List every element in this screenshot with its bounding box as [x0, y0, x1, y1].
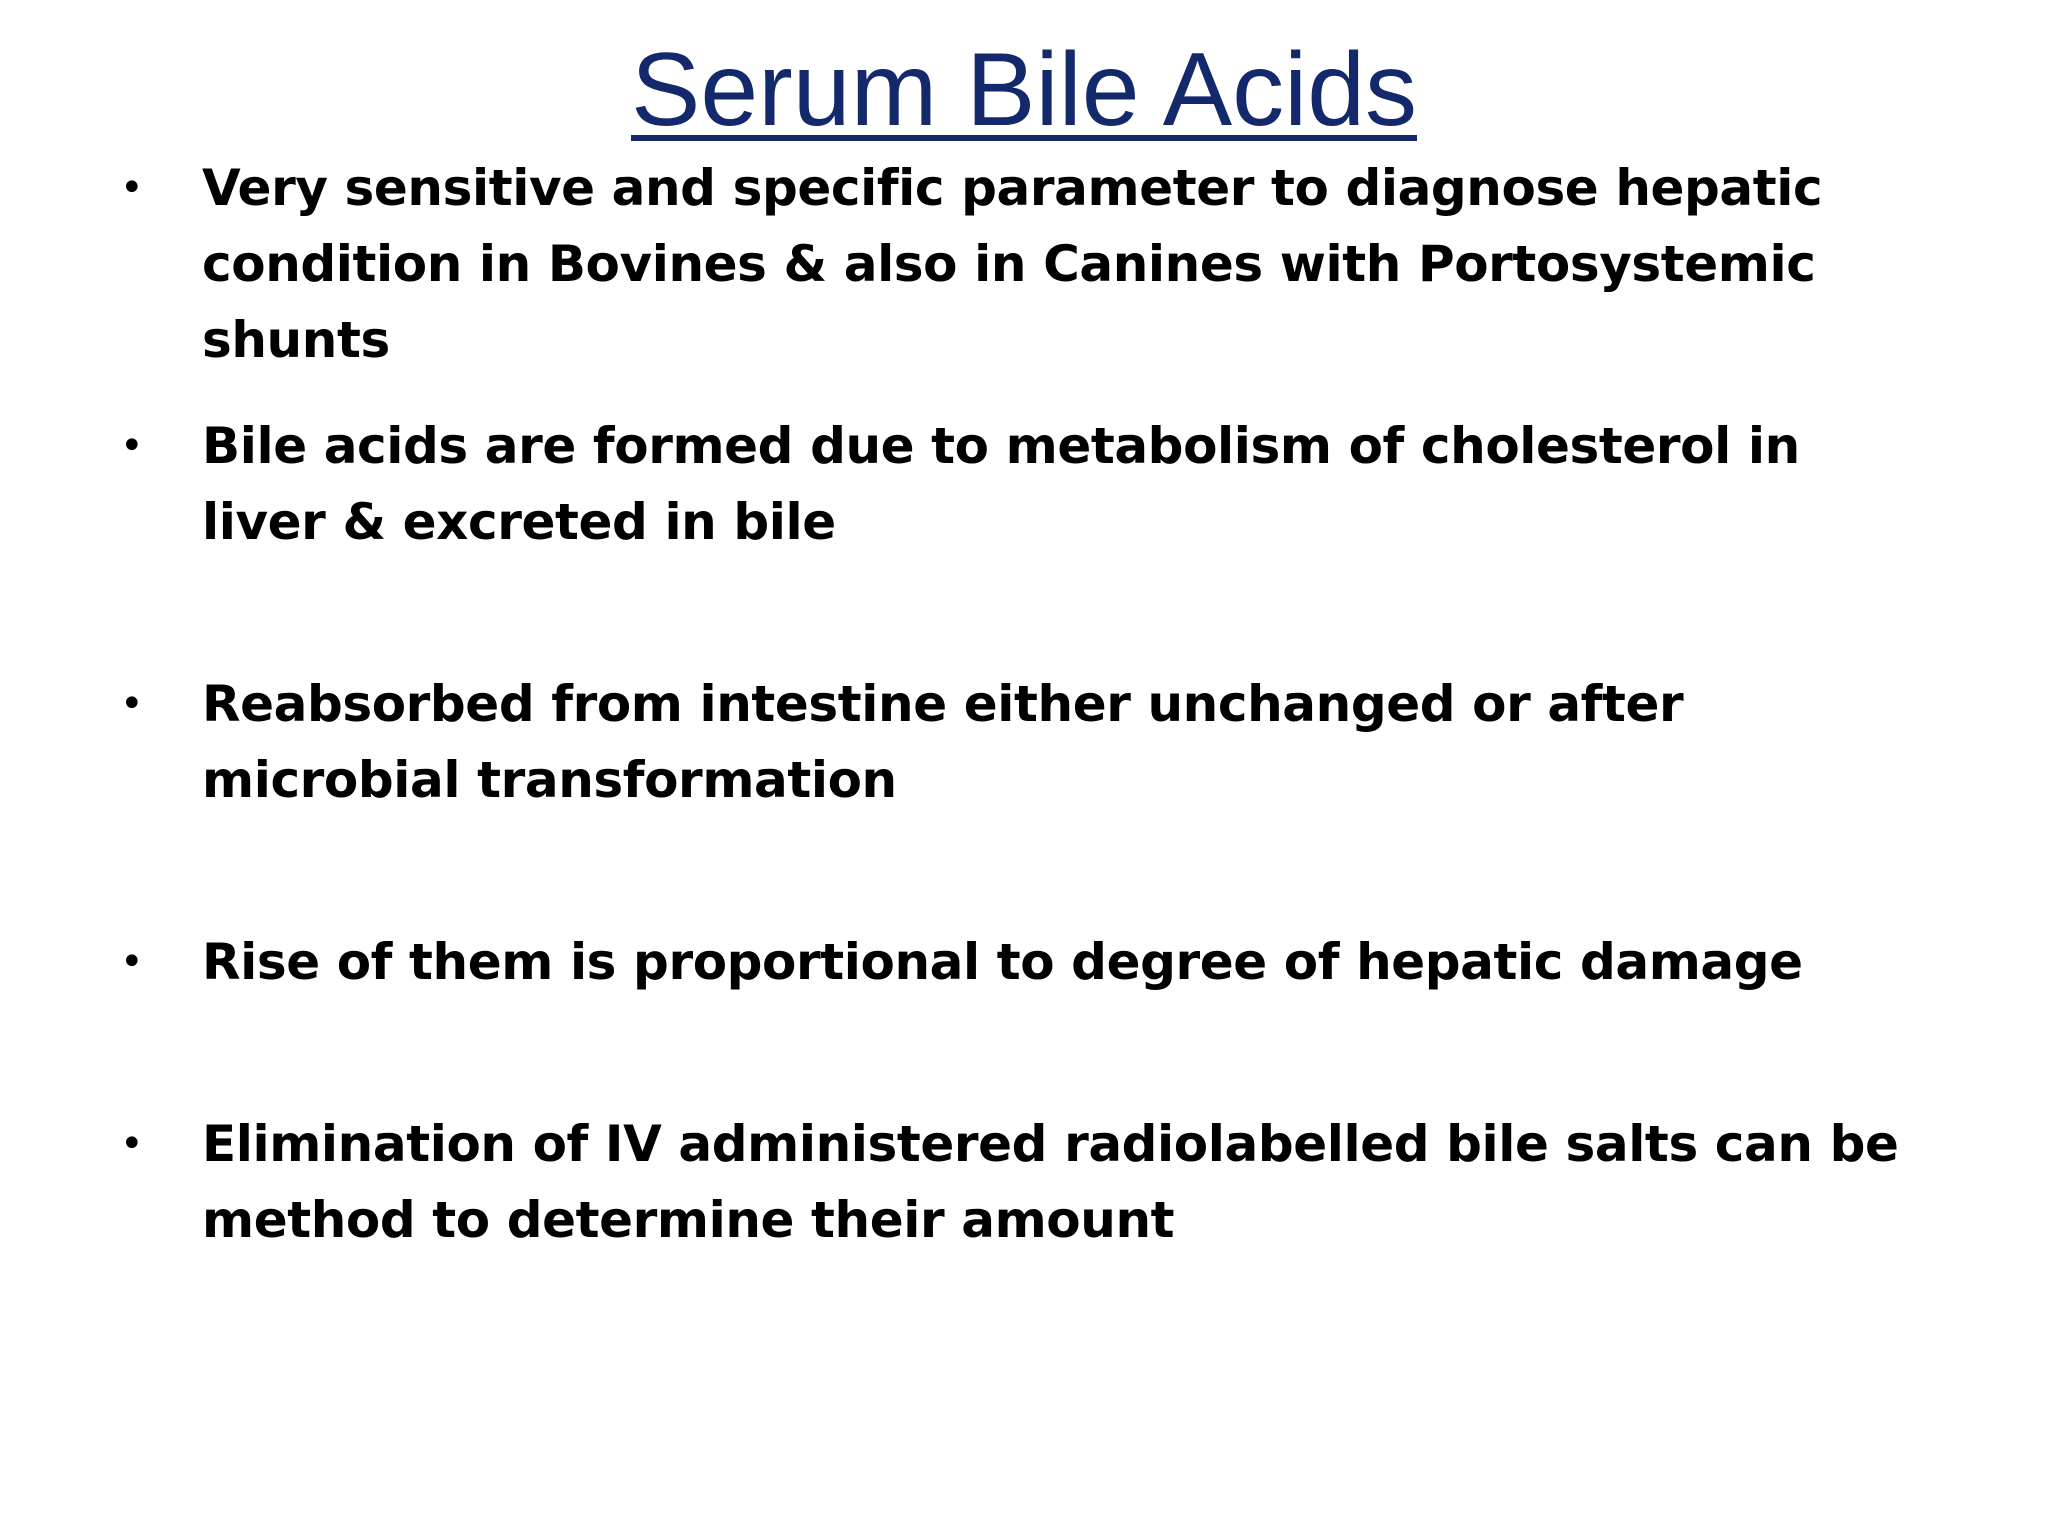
bullet-text: Reabsorbed from intestine either unchanged or after microbial transformation: [202, 675, 1684, 809]
bullet-text: Elimination of IV administered radiolabelled bile salts can be method to determine their amount: [202, 1115, 1899, 1249]
bullet-dot-icon: •: [120, 939, 144, 985]
bullet-item: [120, 924, 1940, 1000]
bullet-text: Rise of them is proportional to degree of hepatic damage: [202, 933, 1803, 991]
bullet-dot-icon: •: [120, 681, 144, 727]
bullet-dot-icon: •: [120, 165, 144, 211]
bullet-text: Bile acids are formed due to metabolism of cholesterol in liver & excreted in bile: [202, 417, 1800, 551]
bullet-item: [120, 666, 1940, 818]
bullet-dot-icon: •: [120, 1121, 144, 1167]
bullet-item: [120, 408, 1940, 560]
slide-title: [0, 30, 2048, 150]
bullet-dot-icon: •: [120, 423, 144, 469]
bullet-text: Very sensitive and specific parameter to diagnose hepatic condition in Bovines & also in Canines with Portosystemic shunts: [202, 159, 1823, 369]
bullet-item: [120, 1106, 1940, 1258]
bullet-item: [120, 150, 1940, 378]
slide-title-text: Serum Bile Acids: [630, 32, 1418, 148]
